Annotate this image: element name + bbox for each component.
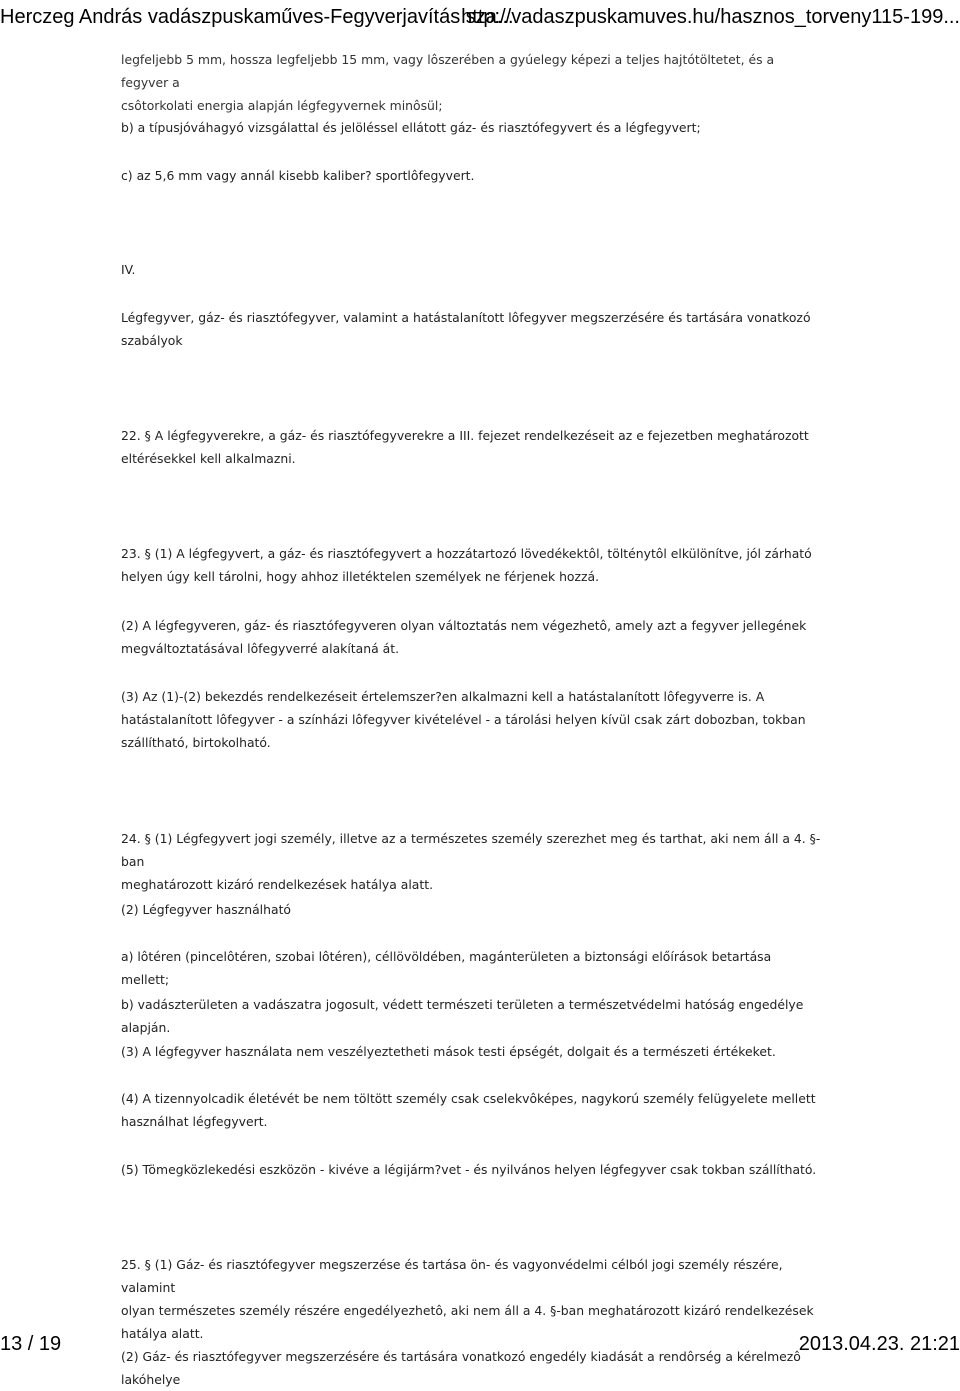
- section-25-1-line-2: olyan természetes személy részére engedélyezhetô, aki nem áll a 4. §-ban meghatározott kizáró rendelkezések: [121, 1303, 814, 1318]
- section-23-para-3: [121, 685, 821, 754]
- partial-line-1: legfeljebb 5 mm, hossza legfeljebb 15 mm, vagy lôszerében a gyúelegy képezi a teljes hajtótöltetet, és a fegyver a: [121, 52, 775, 90]
- section-23-3-line-2: hatástalanított lôfegyver - a színházi lôfegyver kivételével - a tárolási helyen kívül csak zárt dobozban, tokban: [121, 712, 806, 727]
- section-24-5-text: (5) Tömegközlekedési eszközön - kivéve a légijárm?vet - és nyilvános helyen légfegyver csak tokban szállítható.: [121, 1162, 817, 1177]
- section-24-2-text: (2) Légfegyver használható: [121, 902, 292, 917]
- section-23-2-line-2: megváltoztatásával lôfegyverré alakítaná át.: [121, 641, 400, 656]
- section-24-para-1: [121, 827, 821, 896]
- section-24-2b-text: b) vadászterületen a vadászatra jogosult, védett természeti területen a természetvédelmi hatóság engedélye alapján.: [121, 997, 804, 1035]
- partial-paragraph-top: [121, 45, 821, 113]
- section-25-1-line-3: hatálya alatt.: [121, 1326, 204, 1341]
- chapter-number-text: IV.: [121, 262, 136, 277]
- section-24-para-4: [121, 1087, 821, 1133]
- section-24-3-text: (3) A légfegyver használata nem veszélyeztetheti mások testi épségét, dolgait és a természeti értékeket.: [121, 1044, 776, 1059]
- section-24-item-b: [121, 993, 821, 1039]
- print-footer: [0, 1330, 960, 1355]
- section-24-para-3: [121, 1040, 821, 1063]
- print-datetime: 2013.04.23. 21:21: [798, 1333, 960, 1355]
- list-item-b: [121, 116, 821, 139]
- section-25-1-line-1: 25. § (1) Gáz- és riasztófegyver megszerzése és tartása ön- és vagyonvédelmi célból jogi személy részére, valamint: [121, 1257, 783, 1295]
- section-24-para-2: [121, 898, 821, 921]
- section-24-4-line-2: használhat légfegyvert.: [121, 1114, 268, 1129]
- section-23-3-line-1: (3) Az (1)-(2) bekezdés rendelkezéseit értelemszer?en alkalmazni kell a hatástalanított lôfegyverre is. A: [121, 689, 765, 704]
- chapter-title: [121, 306, 821, 352]
- chapter-title-line-1: Légfegyver, gáz- és riasztófegyver, valamint a hatástalanított lôfegyver megszerzésére és tartására vonatkozó: [121, 310, 811, 325]
- section-24-1-line-1: 24. § (1) Légfegyvert jogi személy, illetve az a természetes személy szerezhet meg és tarthat, aki nem áll a 4. §-ban: [121, 831, 821, 869]
- section-24-1-line-2: meghatározott kizáró rendelkezések hatálya alatt.: [121, 877, 434, 892]
- section-23-3-line-3: szállítható, birtokolható.: [121, 735, 271, 750]
- section-23-para-1: [121, 542, 821, 588]
- list-item-c: [121, 164, 821, 187]
- section-24-item-a: [121, 945, 821, 991]
- section-24-4-line-1: (4) A tizennyolcadik életévét be nem töltött személy csak cselekvôképes, nagykorú személy felügyelete mellett: [121, 1091, 816, 1106]
- list-item-c-text: c) az 5,6 mm vagy annál kisebb kaliber? sportlôfegyvert.: [121, 168, 475, 183]
- list-item-b-text: b) a típusjóváhagyó vizsgálattal és jelöléssel ellátott gáz- és riasztófegyvert és a légfegyvert;: [121, 120, 701, 135]
- section-25-2-partial-text: (2) Gáz- és riasztófegyver megszerzésére és tartására vonatkozó engedély kiadását a rendôrség a kérelmezô lakóhelye: [121, 1349, 801, 1387]
- section-23-2-line-1: (2) A légfegyveren, gáz- és riasztófegyveren olyan változtatás nem végezhetô, amely azt a fegyver jellegének: [121, 618, 807, 633]
- print-header: [0, 0, 960, 34]
- section-22: [121, 424, 821, 470]
- chapter-number: [121, 258, 821, 281]
- section-22-line-1: 22. § A légfegyverekre, a gáz- és riasztófegyverekre a III. fejezet rendelkezéseit az e fejezetben meghatározott: [121, 428, 809, 443]
- partial-line-2: csôtorkolati energia alapján légfegyvernek minôsül;: [121, 98, 443, 113]
- section-23-para-2: [121, 614, 821, 660]
- print-header-url: http://vadaszpuskamuves.hu/hasznos_torveny115-199...: [461, 6, 960, 28]
- chapter-title-line-2: szabályok: [121, 333, 183, 348]
- section-23-1-line-1: 23. § (1) A légfegyvert, a gáz- és riasztófegyvert a hozzátartozó lövedékektôl, tölténytôl elkülönítve, jól zárható: [121, 546, 812, 561]
- section-24-2a-text: a) lôtéren (pincelôtéren, szobai lôtéren), céllövöldében, magánterületen a biztonsági előírások betartása mellett;: [121, 949, 772, 987]
- section-24-para-5: [121, 1158, 821, 1181]
- section-23-1-line-2: helyen úgy kell tárolni, hogy ahhoz illetéktelen személyek ne férjenek hozzá.: [121, 569, 600, 584]
- print-header-title: Herczeg András vadászpuskaműves-Fegyverjavítás sza...: [0, 6, 514, 28]
- page-counter: 13 / 19: [0, 1333, 62, 1355]
- section-22-line-2: eltérésekkel kell alkalmazni.: [121, 451, 296, 466]
